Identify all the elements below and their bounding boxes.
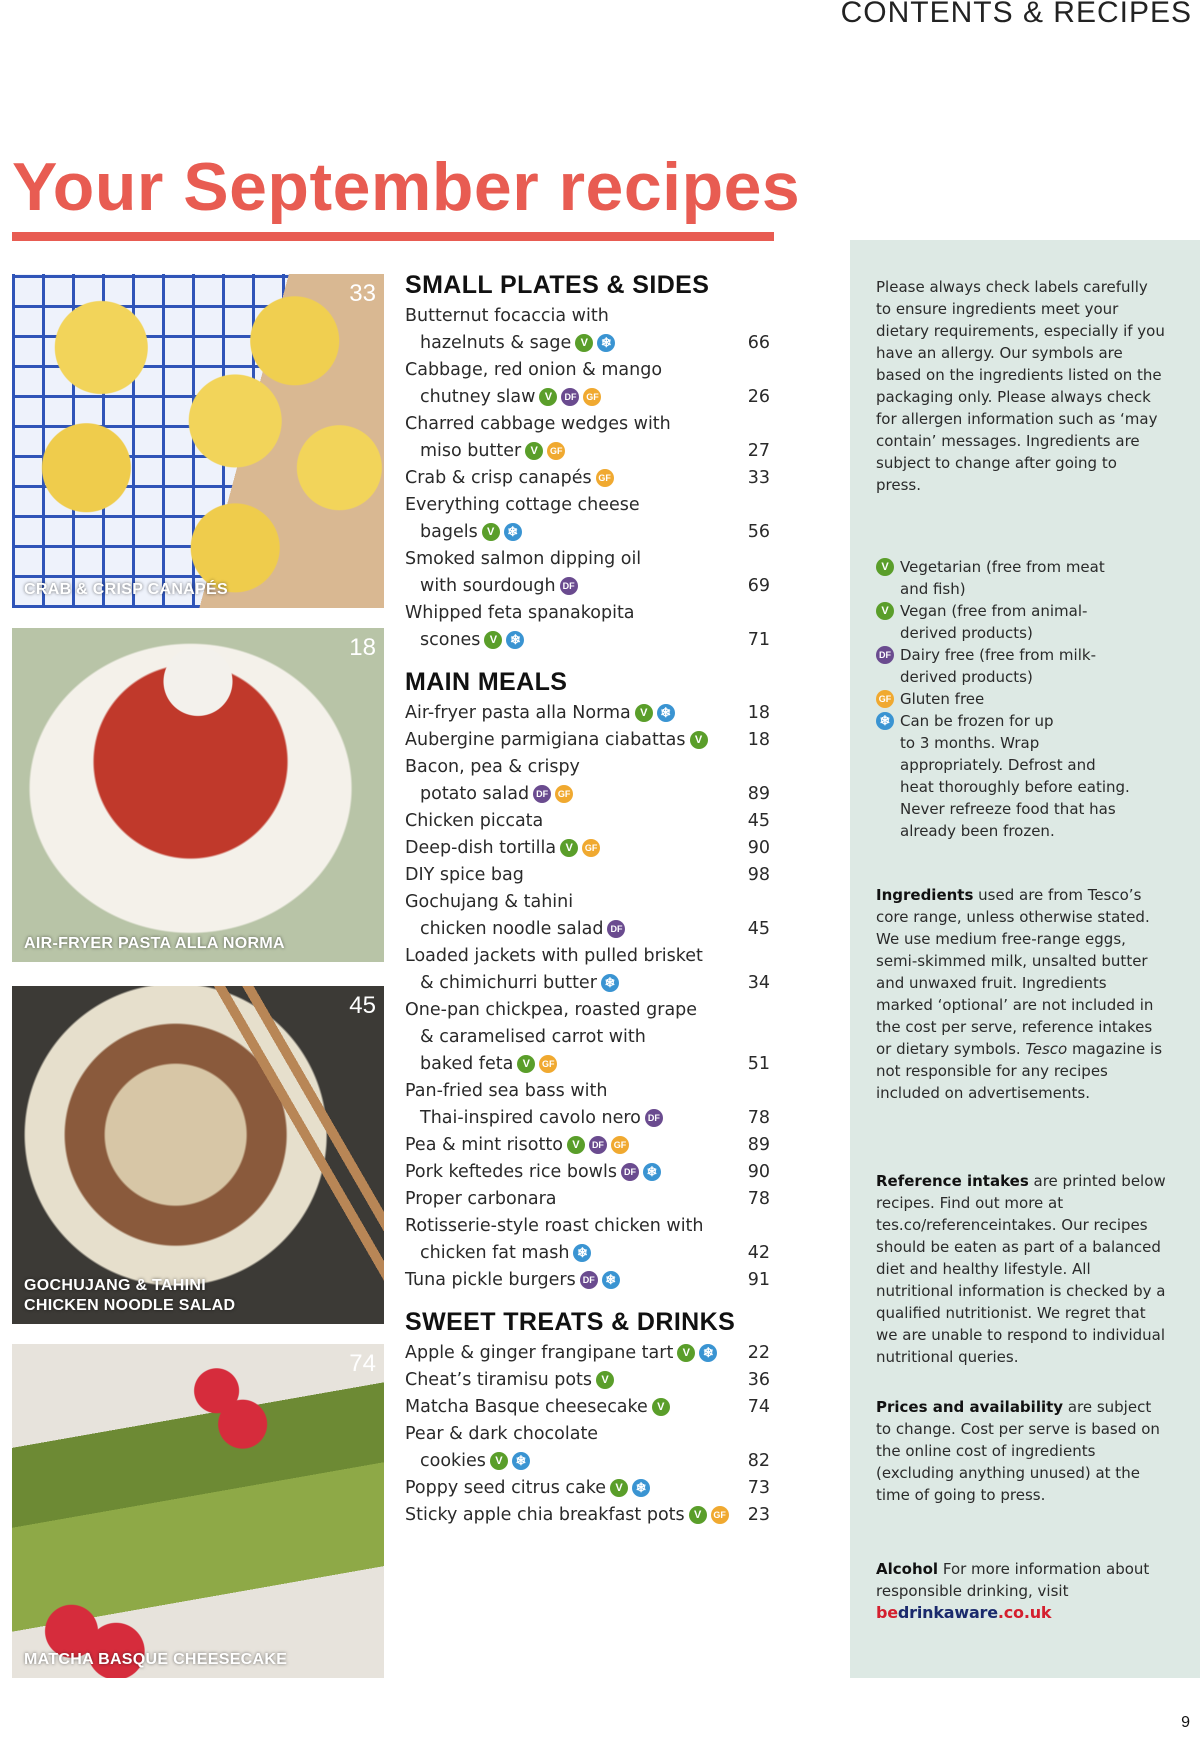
recipe-page-number: 90 bbox=[747, 1161, 770, 1182]
recipe-name: Bacon, pea & crispy bbox=[405, 756, 580, 777]
recipe-name: baked feta bbox=[420, 1053, 514, 1074]
gluten-free-icon: GF bbox=[539, 1055, 557, 1073]
legend-text: Can be frozen for up to 3 months. Wrap appropriately. Defrost and heat thoroughly before eating. Never refreeze food that has already been frozen. bbox=[900, 712, 1130, 840]
recipe-row bbox=[405, 1447, 770, 1474]
recipe-name: chicken noodle salad bbox=[420, 918, 604, 939]
photo-page-number: 33 bbox=[349, 280, 376, 307]
freezable-icon: ❄ bbox=[512, 1452, 530, 1470]
freezable-icon: ❄ bbox=[643, 1163, 661, 1181]
recipe-name: Cheat’s tiramisu pots bbox=[405, 1369, 593, 1390]
vegetarian-icon: V bbox=[677, 1344, 695, 1362]
recipe-entry bbox=[405, 549, 641, 569]
freezable-icon: ❄ bbox=[597, 334, 615, 352]
recipe-page-number: 34 bbox=[747, 972, 770, 993]
vegetarian-icon: V bbox=[652, 1398, 670, 1416]
recipe-entry bbox=[405, 1397, 670, 1417]
recipe-page-number: 18 bbox=[747, 702, 770, 723]
gluten-free-icon: GF bbox=[596, 469, 614, 487]
recipe-name: Pea & mint risotto bbox=[405, 1134, 563, 1155]
drinkaware-domain: .co.uk bbox=[997, 1603, 1052, 1622]
section-heading: MAIN MEALS bbox=[405, 668, 568, 696]
vegetarian-icon: V bbox=[575, 334, 593, 352]
recipe-page-number: 89 bbox=[747, 783, 770, 804]
recipe-page-number: 22 bbox=[747, 1342, 770, 1363]
section-header: CONTENTS & RECIPES bbox=[840, 0, 1192, 29]
vegetarian-icon: V bbox=[482, 523, 500, 541]
recipe-row bbox=[405, 572, 770, 599]
alcohol-title: Alcohol bbox=[876, 1560, 939, 1578]
recipe-page-number: 33 bbox=[747, 467, 770, 488]
section-heading: SMALL PLATES & SIDES bbox=[405, 271, 710, 299]
recipe-name: bagels bbox=[420, 521, 478, 542]
recipe-entry bbox=[405, 1451, 530, 1471]
prices-body: are subject to change. Cost per serve is based on the online cost of ingredients (excluding anything unused) at the time of going to press. bbox=[876, 1398, 1160, 1504]
recipe-row bbox=[405, 1104, 770, 1131]
photo-crab-canapes bbox=[12, 274, 384, 608]
recipe-row bbox=[405, 518, 770, 545]
recipe-section bbox=[405, 268, 770, 653]
photo-page-number: 74 bbox=[349, 1350, 376, 1377]
recipe-entry bbox=[405, 784, 573, 804]
recipe-section bbox=[405, 1305, 770, 1528]
recipe-page-number: 23 bbox=[747, 1504, 770, 1525]
freezable-icon: ❄ bbox=[657, 704, 675, 722]
recipe-entry bbox=[405, 946, 703, 966]
legend-text: Gluten free bbox=[900, 690, 985, 708]
recipe-row bbox=[405, 1185, 770, 1212]
vegan-icon: V bbox=[539, 388, 557, 406]
recipe-name: Air-fryer pasta alla Norma bbox=[405, 702, 631, 723]
recipe-row bbox=[405, 599, 770, 626]
recipe-entry bbox=[405, 603, 635, 623]
drinkaware-name: drinkaware bbox=[897, 1603, 998, 1622]
recipe-entry bbox=[405, 1505, 729, 1525]
recipe-row bbox=[405, 753, 770, 780]
alcohol-note bbox=[876, 1558, 1166, 1624]
recipe-entry bbox=[405, 1370, 614, 1390]
recipe-name: Loaded jackets with pulled brisket bbox=[405, 945, 703, 966]
recipe-list bbox=[405, 268, 770, 1528]
recipe-entry bbox=[405, 973, 619, 993]
recipe-entry bbox=[405, 838, 600, 858]
recipe-name: Cabbage, red onion & mango bbox=[405, 359, 663, 380]
vegetarian-icon: V bbox=[517, 1055, 535, 1073]
recipe-entry bbox=[405, 1027, 646, 1047]
recipe-entry bbox=[405, 1108, 663, 1128]
recipe-entry bbox=[405, 757, 580, 777]
gluten-free-icon: GF bbox=[555, 785, 573, 803]
freezable-icon: ❄ bbox=[601, 974, 619, 992]
prices-title: Prices and availability bbox=[876, 1398, 1064, 1416]
gluten-free-icon: GF bbox=[547, 442, 565, 460]
recipe-page-number: 78 bbox=[747, 1188, 770, 1209]
vegetarian-icon: V bbox=[484, 631, 502, 649]
recipe-name: Whipped feta spanakopita bbox=[405, 602, 635, 623]
recipe-entry bbox=[405, 1081, 607, 1101]
photo-matcha-cheesecake bbox=[12, 1344, 384, 1678]
recipe-name: Everything cottage cheese bbox=[405, 494, 640, 515]
recipe-name: potato salad bbox=[420, 783, 530, 804]
vegetarian-icon: V bbox=[876, 558, 894, 576]
freezable-icon: ❄ bbox=[699, 1344, 717, 1362]
recipe-row bbox=[405, 996, 770, 1023]
recipe-name: Pear & dark chocolate bbox=[405, 1423, 599, 1444]
recipe-entry bbox=[405, 1162, 661, 1182]
ingredients-tail: magazine is not responsible for any recipes included on advertisements. bbox=[876, 1040, 1163, 1102]
recipe-page-number: 36 bbox=[747, 1369, 770, 1390]
recipe-entry bbox=[405, 468, 614, 488]
recipe-row bbox=[405, 383, 770, 410]
freezable-icon: ❄ bbox=[632, 1479, 650, 1497]
photo-caption: AIR-FRYER PASTA ALLA NORMA bbox=[24, 935, 285, 952]
recipe-name: Gochujang & tahini bbox=[405, 891, 574, 912]
recipe-row bbox=[405, 302, 770, 329]
recipe-name: & chimichurri butter bbox=[420, 972, 597, 993]
recipe-page-number: 69 bbox=[747, 575, 770, 596]
recipe-name: Crab & crisp canapés bbox=[405, 467, 592, 488]
recipe-entry bbox=[405, 865, 524, 885]
recipe-row bbox=[405, 915, 770, 942]
recipe-page-number: 26 bbox=[747, 386, 770, 407]
gluten-free-icon: GF bbox=[876, 690, 894, 708]
recipe-row bbox=[405, 1158, 770, 1185]
legend-item bbox=[876, 644, 1166, 688]
recipe-entry bbox=[405, 892, 573, 912]
recipe-row bbox=[405, 464, 770, 491]
recipe-entry bbox=[405, 1000, 697, 1020]
gluten-free-icon: GF bbox=[583, 388, 601, 406]
recipe-row bbox=[405, 780, 770, 807]
recipe-entry bbox=[405, 811, 543, 831]
recipe-row bbox=[405, 1050, 770, 1077]
recipe-row bbox=[405, 699, 770, 726]
recipe-name: Pork keftedes rice bowls bbox=[405, 1161, 617, 1182]
recipe-page-number: 42 bbox=[747, 1242, 770, 1263]
legend-item bbox=[876, 710, 1166, 842]
legend-text: Vegetarian (free from meat and fish) bbox=[900, 558, 1105, 598]
photo-pasta-alla-norma bbox=[12, 628, 384, 962]
recipe-row bbox=[405, 1023, 770, 1050]
recipe-row bbox=[405, 1266, 770, 1293]
photo-caption: MATCHA BASQUE CHEESECAKE bbox=[24, 1651, 288, 1668]
ingredients-note bbox=[876, 884, 1166, 1104]
reference-body: are printed below recipes. Find out more at tes.co/referenceintakes. Our recipes should be eaten as part of a balanced diet and healthy lifestyle. All nutritional information is checked by a qualified nutritionist. We regret that we are unable to respond to individual nutritional queries. bbox=[876, 1172, 1166, 1366]
photo-caption: GOCHUJANG & TAHINI CHICKEN NOODLE SALAD bbox=[24, 1277, 236, 1314]
recipe-name: hazelnuts & sage bbox=[420, 332, 572, 353]
recipe-entry bbox=[405, 333, 615, 353]
recipe-entry bbox=[405, 1054, 557, 1074]
recipe-entry bbox=[405, 387, 601, 407]
legend-item bbox=[876, 556, 1166, 600]
recipe-row bbox=[405, 329, 770, 356]
allergy-note: Please always check labels carefully to ensure ingredients meet your dietary requirements, especially if you have an allergy. Our symbols are based on the ingredients listed on the packaging only. Please always check for allergen information such as ‘may contain’ messages. Ingredients are subject to change after going to press. bbox=[876, 278, 1165, 494]
recipe-name: Thai-inspired cavolo nero bbox=[420, 1107, 641, 1128]
vegetarian-icon: V bbox=[690, 731, 708, 749]
photo-caption: CRAB & CRISP CANAPÉS bbox=[24, 581, 228, 598]
recipe-page-number: 18 bbox=[747, 729, 770, 750]
recipe-row bbox=[405, 545, 770, 572]
reference-note bbox=[876, 1170, 1166, 1368]
recipe-row bbox=[405, 1131, 770, 1158]
recipe-page-number: 78 bbox=[747, 1107, 770, 1128]
recipe-name: miso butter bbox=[420, 440, 522, 461]
reference-title: Reference intakes bbox=[876, 1172, 1029, 1190]
ingredients-title: Ingredients bbox=[876, 886, 974, 904]
recipe-entry bbox=[405, 576, 578, 596]
recipe-entry bbox=[405, 441, 565, 461]
recipe-entry bbox=[405, 630, 524, 650]
recipe-page-number: 90 bbox=[747, 837, 770, 858]
recipe-page-number: 89 bbox=[747, 1134, 770, 1155]
recipe-name: Charred cabbage wedges with bbox=[405, 413, 671, 434]
recipe-entry bbox=[405, 495, 640, 515]
freezable-icon: ❄ bbox=[876, 712, 894, 730]
recipe-row bbox=[405, 1339, 770, 1366]
legend-item bbox=[876, 688, 1166, 710]
recipe-name: Aubergine parmigiana ciabattas bbox=[405, 729, 686, 750]
recipe-row bbox=[405, 807, 770, 834]
recipe-name: Smoked salmon dipping oil bbox=[405, 548, 642, 569]
recipe-name: Proper carbonara bbox=[405, 1188, 557, 1209]
recipe-page-number: 73 bbox=[747, 1477, 770, 1498]
freezable-icon: ❄ bbox=[504, 523, 522, 541]
freezable-icon: ❄ bbox=[573, 1244, 591, 1262]
dairy-free-icon: DF bbox=[645, 1109, 663, 1127]
recipe-name: Tuna pickle burgers bbox=[405, 1269, 576, 1290]
recipe-row bbox=[405, 491, 770, 518]
recipe-row bbox=[405, 861, 770, 888]
title-underline bbox=[12, 232, 774, 241]
recipe-page-number: 91 bbox=[747, 1269, 770, 1290]
recipe-name: Sticky apple chia breakfast pots bbox=[405, 1504, 685, 1525]
recipe-name: Chicken piccata bbox=[405, 810, 544, 831]
recipe-name: scones bbox=[420, 629, 481, 650]
legend-text: Dairy free (free from milk- derived products) bbox=[900, 646, 1096, 686]
recipe-page-number: 56 bbox=[747, 521, 770, 542]
recipe-entry bbox=[405, 1135, 629, 1155]
freezable-icon: ❄ bbox=[602, 1271, 620, 1289]
recipe-entry bbox=[405, 1216, 704, 1236]
recipe-name: Matcha Basque cheesecake bbox=[405, 1396, 648, 1417]
recipe-entry bbox=[405, 1243, 591, 1263]
recipe-page-number: 45 bbox=[747, 918, 770, 939]
vegan-icon: V bbox=[567, 1136, 585, 1154]
section-heading: SWEET TREATS & DRINKS bbox=[405, 1308, 736, 1336]
recipe-name: Deep-dish tortilla bbox=[405, 837, 557, 858]
ingredients-body: used are from Tesco’s core range, unless otherwise stated. We use medium free-range eggs, semi-skimmed milk, unsalted butter and unwaxed fruit. Ingredients marked ‘optional’ are not included in the cost per serve, reference intakes or dietary symbols. bbox=[876, 886, 1154, 1058]
recipe-row bbox=[405, 1501, 770, 1528]
drinkaware-link[interactable] bbox=[876, 1602, 1166, 1624]
recipe-entry bbox=[405, 522, 522, 542]
recipe-page-number: 71 bbox=[747, 629, 770, 650]
drinkaware-be: be bbox=[876, 1603, 898, 1622]
recipe-name: chutney slaw bbox=[420, 386, 536, 407]
recipe-name: chicken fat mash bbox=[420, 1242, 570, 1263]
dairy-free-icon: DF bbox=[533, 785, 551, 803]
vegetarian-icon: V bbox=[560, 839, 578, 857]
recipe-entry bbox=[405, 1270, 620, 1290]
freezable-icon: ❄ bbox=[506, 631, 524, 649]
recipe-row bbox=[405, 356, 770, 383]
recipe-name: Butternut focaccia with bbox=[405, 305, 609, 326]
page-title: Your September recipes bbox=[12, 149, 801, 225]
info-panel bbox=[850, 240, 1200, 1678]
recipe-name: cookies bbox=[420, 1450, 486, 1471]
photo-page-number: 45 bbox=[349, 992, 376, 1019]
vegan-icon: V bbox=[689, 1506, 707, 1524]
gluten-free-icon: GF bbox=[711, 1506, 729, 1524]
recipe-page-number: 98 bbox=[747, 864, 770, 885]
prices-note bbox=[876, 1396, 1166, 1506]
recipe-row bbox=[405, 1366, 770, 1393]
recipe-entry bbox=[405, 360, 662, 380]
recipe-entry bbox=[405, 919, 625, 939]
photo-page-number: 18 bbox=[349, 634, 376, 661]
dairy-free-icon: DF bbox=[621, 1163, 639, 1181]
recipe-entry bbox=[405, 1343, 717, 1363]
photo-noodle-salad bbox=[12, 986, 384, 1324]
recipe-page-number: 51 bbox=[747, 1053, 770, 1074]
dairy-free-icon: DF bbox=[607, 920, 625, 938]
vegetarian-icon: V bbox=[635, 704, 653, 722]
recipe-name: with sourdough bbox=[420, 575, 556, 596]
recipe-row bbox=[405, 1393, 770, 1420]
ingredients-magazine: Tesco bbox=[1025, 1040, 1068, 1058]
recipe-name: Pan-fried sea bass with bbox=[405, 1080, 608, 1101]
vegetarian-icon: V bbox=[610, 1479, 628, 1497]
recipe-page-number: 45 bbox=[747, 810, 770, 831]
recipe-page-number: 66 bbox=[747, 332, 770, 353]
recipe-row bbox=[405, 437, 770, 464]
recipe-row bbox=[405, 626, 770, 653]
recipe-row bbox=[405, 888, 770, 915]
recipe-entry bbox=[405, 1478, 650, 1498]
recipe-entry bbox=[405, 703, 675, 723]
vegetarian-icon: V bbox=[525, 442, 543, 460]
recipe-page-number: 74 bbox=[747, 1396, 770, 1417]
recipe-row bbox=[405, 1474, 770, 1501]
recipe-row bbox=[405, 834, 770, 861]
recipe-row bbox=[405, 410, 770, 437]
recipe-entry bbox=[405, 1424, 598, 1444]
dairy-free-icon: DF bbox=[560, 577, 578, 595]
gluten-free-icon: GF bbox=[582, 839, 600, 857]
page-number: 9 bbox=[1181, 1714, 1190, 1731]
recipe-row bbox=[405, 969, 770, 996]
recipe-row bbox=[405, 1239, 770, 1266]
recipe-page-number: 27 bbox=[747, 440, 770, 461]
recipe-name: One-pan chickpea, roasted grape bbox=[405, 999, 698, 1020]
recipe-name: Rotisserie-style roast chicken with bbox=[405, 1215, 704, 1236]
vegetarian-icon: V bbox=[490, 1452, 508, 1470]
recipe-page-number: 82 bbox=[747, 1450, 770, 1471]
recipe-name: Apple & ginger frangipane tart bbox=[405, 1342, 674, 1363]
recipe-row bbox=[405, 1212, 770, 1239]
recipe-row bbox=[405, 942, 770, 969]
recipe-name: Poppy seed citrus cake bbox=[405, 1477, 607, 1498]
recipe-name: & caramelised carrot with bbox=[420, 1026, 646, 1047]
legend-text: Vegan (free from animal- derived products) bbox=[900, 602, 1088, 642]
recipe-row bbox=[405, 726, 770, 753]
dairy-free-icon: DF bbox=[561, 388, 579, 406]
recipe-name: DIY spice bag bbox=[405, 864, 524, 885]
recipe-entry bbox=[405, 306, 609, 326]
gluten-free-icon: GF bbox=[611, 1136, 629, 1154]
alcohol-body: For more information about responsible drinking, visit bbox=[876, 1560, 1150, 1600]
recipe-section bbox=[405, 665, 770, 1293]
dairy-free-icon: DF bbox=[876, 646, 894, 664]
recipe-entry bbox=[405, 730, 708, 750]
dairy-free-icon: DF bbox=[589, 1136, 607, 1154]
vegan-icon: V bbox=[876, 602, 894, 620]
legend-item bbox=[876, 600, 1166, 644]
recipe-row bbox=[405, 1077, 770, 1104]
symbol-legend bbox=[876, 556, 1166, 842]
recipe-entry bbox=[405, 1189, 556, 1209]
recipe-entry bbox=[405, 414, 671, 434]
recipe-row bbox=[405, 1420, 770, 1447]
vegetarian-icon: V bbox=[596, 1371, 614, 1389]
dairy-free-icon: DF bbox=[580, 1271, 598, 1289]
